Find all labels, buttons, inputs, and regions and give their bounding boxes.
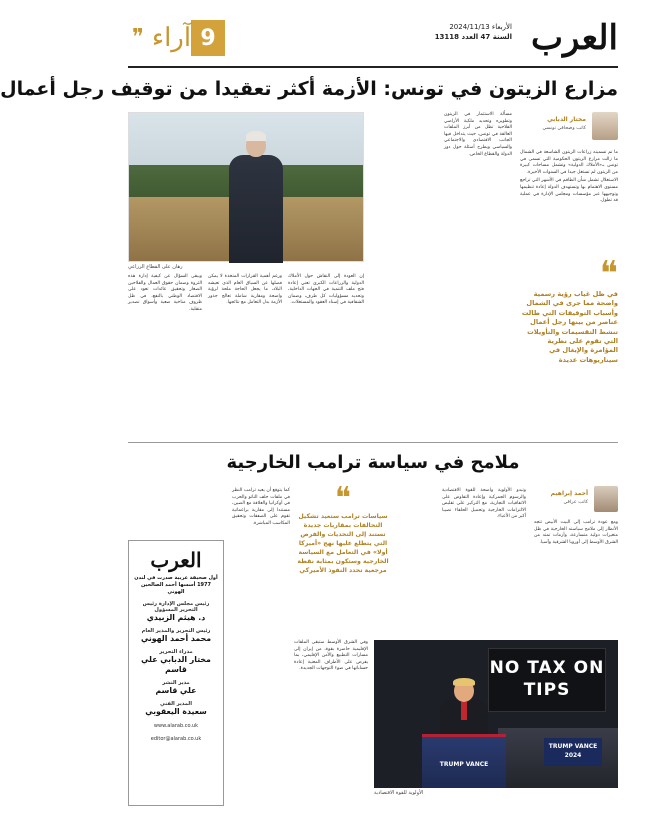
story1-column-2-text: مسألة الاستثمار في الزيتون وتطويره وتحديد ملكية الأراضي الفلاحية تظل من أبرز الملفات العالقة في تونس، حيث يتداخل فيها الجانب الاقتصادي والاجتماعي والسياسي ويطرح أسئلة حول دور الدولة والقطاع الخاص.	[444, 112, 512, 157]
story2-column-3-text: كما يتوقع أن يعيد ترامب النظر في ملفات حلف الناتو والحرب في أوكرانيا والعلاقة مع الصين، مستندا إلى مقاربة براغماتية تقوم على الصفقات وتحقيق المكاسب المباشرة.	[232, 488, 290, 526]
quote-icon: ❞	[132, 25, 144, 50]
editor-label: رئيس مجلس الإدارة رئيس التحرير المسؤول	[142, 601, 210, 613]
story2-photo-caption: الأولوية للقوة الاقتصادية	[374, 790, 424, 796]
author-title: كاتب وصحافي تونسي	[542, 126, 586, 131]
managing-label: مدراء التحرير	[159, 649, 193, 655]
story2-column-1-text: ومع عودة ترامب إلى البيت الأبيض تتجه الأنظار إلى ملامح سياسته الخارجية في ظل متغيرات دولية متسارعة، وأزمات تمتد من الشرق الأوسط إلى أوروبا الشرقية وآسيا.	[534, 520, 618, 545]
story1-column-5	[288, 274, 364, 434]
story2-column-4-text: وفي الشرق الأوسط ستبقى الملفات الإقليمية حاضرة بقوة، من إيران إلى مسارات التطبيع والأمن الإقليمي، بما يفرض على الأطراف المعنية إعادة حساباتها في ضوء التوجهات الجديدة.	[294, 640, 368, 672]
director-label: مدير النشر	[162, 680, 190, 686]
story2-headline: ملامح في سياسة ترامب الخارجية	[226, 452, 520, 473]
story1-column-4-text: ورغم أهمية القرارات المتخذة لا يمكن فصلها عن السياق العام الذي تعيشه البلاد، ما يجعل الحاجة ملحة لرؤية واضحة ومقاربة شاملة تعالج جذور الأزمة بدل التعامل مع نتائجها.	[208, 274, 282, 306]
story1-pull-quote	[520, 254, 618, 365]
story1-author	[520, 112, 618, 142]
issue-date: الأربعاء 2024/11/13	[449, 23, 512, 31]
masthead-info-box	[128, 540, 224, 806]
author-title: كاتب عراقي	[563, 500, 588, 505]
crowd-sign: TRUMP VANCE 2024	[544, 738, 602, 766]
photo-subject	[229, 133, 283, 263]
top-divider	[128, 66, 618, 68]
pull-quote-text: في ظل غياب رؤية رسمية واضحة مما جرى في الشمال وأسباب التوقيفات التي طالت عناصر من بينها رجل أعمال تنشط التقسيمات والتأويلات التي تقوم على نظرية المؤامرة والإيغال في سيناريوهات عديدة	[521, 290, 618, 364]
newspaper-logo: العرب	[531, 18, 618, 58]
story1-photo	[128, 112, 364, 262]
info-logo: العرب	[150, 548, 202, 572]
gm-name: محمد أحمد الهوني	[140, 634, 212, 643]
quote-icon: ❝	[334, 481, 352, 516]
story1-column-1-text: الاستغلال تشمل شأن الطاقم في الأشهر التي تراجع مستوى الاهتمام بها وتستهدف الدولة إعادة تنظيمها وتوجيهها عبر مؤسسات ومجلس الإدارة في عملية قد تطول.	[520, 178, 618, 204]
email-link[interactable]: editor@alarab.co.uk	[150, 736, 202, 742]
director-name: علي قاسم	[155, 686, 197, 695]
editor-name: د. هيثم الزبيدي	[146, 613, 206, 622]
story1-headline: مزارع الزيتون في تونس: الأزمة أكثر تعقيدا من توقيف رجل أعمال	[0, 78, 618, 100]
story2-photo	[374, 640, 618, 788]
author-name: أحمد إبراهيم	[550, 490, 588, 497]
story1-column-4	[208, 274, 282, 434]
story2-author	[534, 486, 618, 514]
issue-number: السنة 47 العدد 13118	[434, 33, 512, 41]
story1-column-5-text: إن العودة إلى النقاش حول الأملاك الدولية والزراعات الكبرى تعني إعادة فتح ملف التنمية في الجهات الداخلية، وتحديد مسؤوليات كل طرف، وضمان الشفافية في إسناد العقود والمستغلات.	[288, 274, 364, 306]
gm-label: رئيس التحرير والمدير العام	[141, 628, 211, 634]
date-block	[435, 22, 512, 42]
story2-column-2-text: وتبدو الأولوية واضحة للقوة الاقتصادية والرسوم الجمركية وإعادة التفاوض على الاتفاقيات التجارية، مع التركيز على تقليص الالتزامات الخارجية وتحميل الحلفاء نصيبا أكبر من الأعباء.	[442, 488, 526, 520]
story1-photo-caption: رهان على القطاع الزراعي	[128, 264, 183, 270]
author-avatar	[594, 486, 618, 512]
story1-column-1	[520, 150, 618, 258]
info-description: أول صحيفة عربية صدرت في لندن 1977 أسسها أحمد الصالحين الهوني	[134, 575, 218, 595]
podium-text: TRUMP VANCE	[439, 761, 489, 768]
author-avatar	[592, 112, 618, 140]
art-label: المدير الفني	[159, 701, 192, 707]
masthead	[128, 16, 618, 64]
story1-column-2	[444, 112, 512, 434]
story2-column-1	[534, 520, 618, 634]
story1-lead-text: ما تم تسميته زراعات الزيتون الشاسعة في الشمال ما زالت مزارع الزيتون الحكومية التي تسمى في تونس بـ«الأملاك الدولية» وتشمل مساحات كبيرة من الزيتون لم تستغل جيدا في السنوات الأخيرة.	[520, 150, 618, 175]
story2-column-2	[442, 488, 526, 634]
story1-column-3-text: ويبقى السؤال عن كيفية إدارة هذه الثروة وضمان حقوق العمال والفلاحين الصغار وتحقيق عائدات تعود على الاقتصاد الوطني بالنفع، في ظل ظروف مناخية صعبة وأسواق تصدير متقلبة.	[128, 274, 202, 312]
photo-subject	[440, 680, 488, 740]
page-number: 9	[191, 20, 225, 56]
story2-column-3	[232, 488, 290, 806]
story-divider	[128, 442, 618, 443]
managing-names: مختار الدبابي علي قاسم	[141, 655, 211, 674]
story2-column-4	[294, 640, 368, 806]
author-name: مختار الدبابي	[547, 116, 586, 123]
quote-icon: ❝	[599, 254, 618, 294]
section-tab	[128, 20, 225, 56]
section-title: آراء	[151, 23, 192, 53]
campaign-sign: NO TAX ON TIPS	[488, 648, 606, 712]
story2-pull-quote	[294, 481, 392, 575]
art-name: سعيدة اليعقوبي	[145, 707, 207, 716]
story1-column-3	[128, 274, 202, 434]
pull-quote-text: سياسات ترامب ستعيد تشكيل التحالفات بمقاربات جديدة تستند إلى التحديات والفرص التي يتطلع عليها نهج «أميركا أولا» في التعامل مع السياسة الخارجية وستكون بمثابة نقطة مرجعية تحدد النفوذ الأميركي	[297, 513, 389, 574]
website-link[interactable]: www.alarab.co.uk	[153, 723, 199, 729]
